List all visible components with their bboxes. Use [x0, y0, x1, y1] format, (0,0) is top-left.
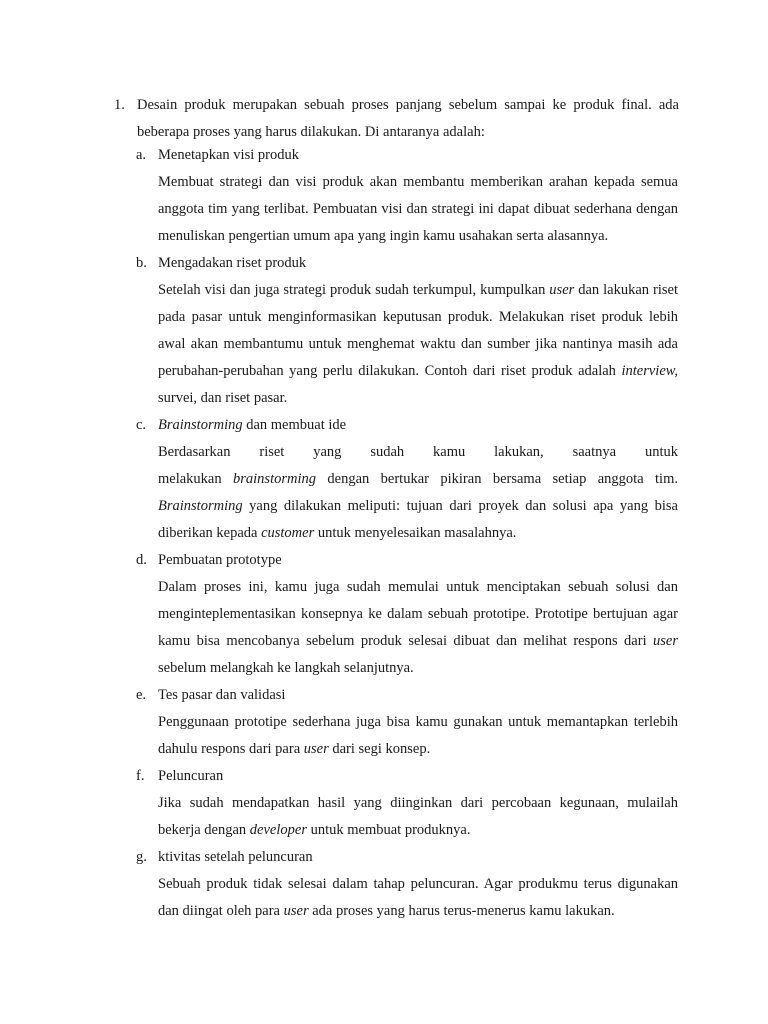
body-italic: user — [283, 903, 309, 919]
item-letter: b. — [136, 255, 147, 271]
item-body — [158, 277, 678, 412]
body-text: sebelum melangkah ke langkah selanjutnya. — [158, 660, 414, 676]
body-text: untuk menyelesaikan masalahnya. — [314, 525, 517, 541]
body-text: Setelah visi dan juga strategi produk sudah terkumpul, kumpulkan — [158, 282, 550, 298]
body-text: ada proses yang harus terus-menerus kamu lakukan. — [308, 903, 615, 919]
list-item-f — [0, 763, 768, 844]
list-item-a — [0, 142, 768, 250]
item-letter: f. — [136, 768, 145, 784]
body-italic: user — [653, 633, 678, 649]
body-text: Penggunaan prototipe sederhana juga bisa kamu gunakan untuk memantapkan terlebih dahulu respons dari para — [158, 714, 678, 757]
body-italic: Brainstorming — [158, 498, 243, 514]
body-text: dari segi konsep. — [328, 741, 431, 757]
body-text: Sebuah produk tidak selesai dalam tahap peluncuran. Agar produkmu terus digunakan dan diingat oleh para — [158, 876, 678, 919]
item-body — [158, 709, 678, 763]
item-title: Pembuatan prototype — [158, 552, 282, 568]
item-title: ktivitas setelah peluncuran — [158, 849, 313, 865]
body-text: Jika sudah mendapatkan hasil yang diinginkan dari percobaan kegunaan, mulailah bekerja dengan — [158, 795, 678, 838]
item-title: Tes pasar dan validasi — [158, 687, 286, 703]
body-text: dengan bertukar pikiran bersama setiap anggota tim. — [316, 471, 678, 487]
list-item-g — [0, 844, 768, 925]
item-letter: a. — [136, 147, 147, 163]
intro-paragraph: Desain produk merupakan sebuah proses panjang sebelum sampai ke produk final. ada beberapa proses yang harus dilakukan. Di antaranya adalah: — [137, 97, 679, 140]
body-text: untuk membuat produknya. — [306, 822, 471, 838]
body-text: melakukan — [158, 471, 234, 487]
sub-list — [0, 142, 768, 925]
item-letter: c. — [136, 417, 147, 433]
title-italic: Brainstorming — [158, 417, 243, 433]
item-body — [158, 574, 678, 682]
item-title: Mengadakan riset produk — [158, 255, 307, 271]
body-italic: developer — [249, 822, 307, 838]
body-italic: user — [549, 282, 575, 298]
list-item-d — [0, 547, 768, 682]
item-body — [158, 790, 678, 844]
list-item-c — [0, 412, 768, 547]
body-text: survei, dan riset pasar. — [158, 390, 288, 406]
list-item-b — [0, 250, 768, 412]
title-text: dan membuat ide — [242, 417, 347, 433]
item-body-first-line: Berdasarkan riset yang sudah kamu lakukan, saatnya untuk — [158, 444, 678, 460]
item-title: Peluncuran — [158, 768, 224, 784]
body-text: dan lakukan riset pada pasar untuk menginformasikan keputusan produk. Melakukan riset produk lebih awal akan membantumu untuk menghemat waktu dan sumber jika nantinya masih ada perubahan-perubahan yang perlu dilakukan. Contoh dari riset produk adalah — [158, 282, 678, 379]
body-text: yang dilakukan meliputi: tujuan dari proyek dan solusi apa yang bisa diberikan kepada — [158, 498, 678, 541]
item-body — [158, 871, 678, 925]
item-title: Menetapkan visi produk — [158, 147, 299, 163]
body-italic: brainstorming — [233, 471, 317, 487]
item-title — [158, 412, 678, 439]
body-italic: interview, — [621, 363, 678, 379]
body-text: Dalam proses ini, kamu juga sudah memulai untuk menciptakan sebuah solusi dan menginteplementasikan konsepnya ke dalam sebuah prototipe. Prototipe bertujuan agar kamu bisa mencobanya sebelum produk selesai dibuat dan melihat respons dari — [158, 579, 678, 649]
item-letter: d. — [136, 552, 147, 568]
list-item-e — [0, 682, 768, 763]
item-letter: e. — [136, 687, 147, 703]
item-body — [158, 466, 678, 547]
list-number: 1. — [114, 97, 125, 113]
item-letter: g. — [136, 849, 147, 865]
item-body: Membuat strategi dan visi produk akan membantu memberikan arahan kepada semua anggota tim yang terlibat. Pembuatan visi dan strategi ini dapat dibuat sederhana dengan menuliskan pengertian umum apa yang ingin kamu usahakan serta alasannya. — [158, 174, 678, 244]
body-italic: customer — [261, 525, 315, 541]
body-italic: user — [303, 741, 329, 757]
